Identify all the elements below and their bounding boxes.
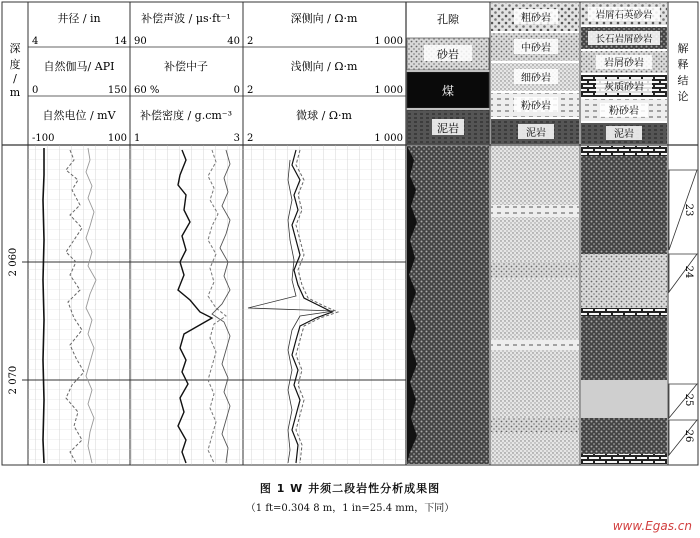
curve1-max-0: 14	[114, 36, 127, 47]
curve3-max-0: 1 000	[374, 36, 403, 47]
curve2-max-2: 3	[233, 133, 240, 144]
interp-layer-26	[669, 420, 697, 455]
interp-layer-24-label: 24	[683, 265, 694, 279]
lith1-legend-1: 煤	[441, 84, 455, 98]
curve1-max-2: 100	[107, 133, 127, 144]
lith3-legend-1: 长石岩屑砂岩	[595, 34, 653, 45]
interpretation-body	[669, 170, 697, 455]
curve1-min-0: 4	[32, 36, 39, 47]
lith2-legend-1: 中砂岩	[521, 43, 551, 54]
curve3-min-0: 2	[247, 36, 254, 47]
depth-tick-2070: 2 070	[8, 365, 19, 395]
curve2-name-0: 补偿声波 / μs·ft⁻¹	[141, 12, 231, 25]
interp-layer-26-label: 26	[683, 429, 694, 443]
depth-ticks	[8, 248, 28, 395]
curve3-name-2: 微球 / Ω·m	[296, 109, 352, 122]
lith-track-2-header	[491, 3, 579, 144]
interp-layer-25-label: 25	[683, 393, 694, 407]
lith3-legend-5: 泥岩	[614, 129, 634, 140]
lith3-legend-0: 岩屑石英砂岩	[595, 10, 653, 21]
figure-caption-title: 图 1 W 井须二段岩性分析成果图	[259, 482, 441, 495]
curve1-max-1: 150	[107, 85, 127, 96]
lith3-legend-2: 岩屑砂岩	[604, 58, 644, 69]
interp-label-3: 论	[677, 90, 689, 103]
depth-label-3: m	[9, 86, 21, 99]
interp-label-1: 释	[677, 58, 689, 71]
curve1-min-2: -100	[32, 133, 55, 144]
depth-label-2: /	[13, 72, 17, 85]
lith-track-2-body	[491, 146, 579, 464]
lith3-legend-4: 粉砂岩	[609, 106, 639, 117]
lith-track-3-body	[581, 146, 667, 464]
curve2-max-1: 0	[233, 85, 240, 96]
interp-layer-23-label: 23	[683, 203, 694, 217]
curve3-name-0: 深侧向 / Ω·m	[290, 12, 358, 25]
lith2-legend-2: 细砂岩	[521, 73, 551, 84]
lith2-legend-0: 粗砂岩	[521, 13, 551, 24]
interp-label-0: 解	[677, 42, 689, 55]
caliper-curve	[43, 148, 44, 463]
curve2-min-0: 90	[134, 36, 147, 47]
lith2-legend-4: 泥岩	[526, 128, 546, 139]
curve1-name-0: 井径 / in	[57, 12, 101, 25]
lith1-title: 孔隙	[437, 13, 459, 26]
lith1-legend-2: 泥岩	[437, 122, 459, 135]
curve3-max-1: 1 000	[374, 85, 403, 96]
depth-label-1: 度	[9, 58, 21, 71]
depth-label-0: 深	[9, 42, 21, 55]
curve1-name-1: 自然伽马/ API	[43, 60, 115, 73]
depth-tick-2060: 2 060	[8, 247, 19, 277]
figure-caption-subtitle: （1 ft=0.304 8 m，1 in=25.4 mm，下同）	[245, 503, 455, 514]
interp-label-2: 结	[677, 74, 689, 87]
curve2-name-2: 补偿密度 / g.cm⁻³	[139, 109, 233, 122]
curve3-max-2: 1 000	[374, 133, 403, 144]
watermark: www.Egas.cn	[612, 519, 692, 533]
interp-layer-24	[669, 254, 697, 292]
lith-track-1-body	[407, 146, 489, 464]
lith1-legend-0: 砂岩	[437, 48, 459, 61]
interp-layer-23	[669, 170, 697, 250]
curve3-min-1: 2	[247, 85, 254, 96]
curve2-max-0: 40	[227, 36, 240, 47]
curve2-name-1: 补偿中子	[164, 60, 208, 73]
curve1-name-2: 自然电位 / mV	[42, 109, 116, 122]
lith2-legend-3: 粉砂岩	[521, 101, 551, 112]
curve2-min-1: 60 %	[134, 85, 160, 96]
curve2-min-2: 1	[134, 133, 141, 144]
interp-layer-25	[669, 384, 697, 418]
curve3-min-2: 2	[247, 133, 254, 144]
curve3-name-1: 浅侧向 / Ω·m	[290, 60, 358, 73]
lith3-legend-3: 灰质砂岩	[604, 82, 644, 93]
curve-grid	[28, 145, 406, 465]
curve1-min-1: 0	[32, 85, 39, 96]
